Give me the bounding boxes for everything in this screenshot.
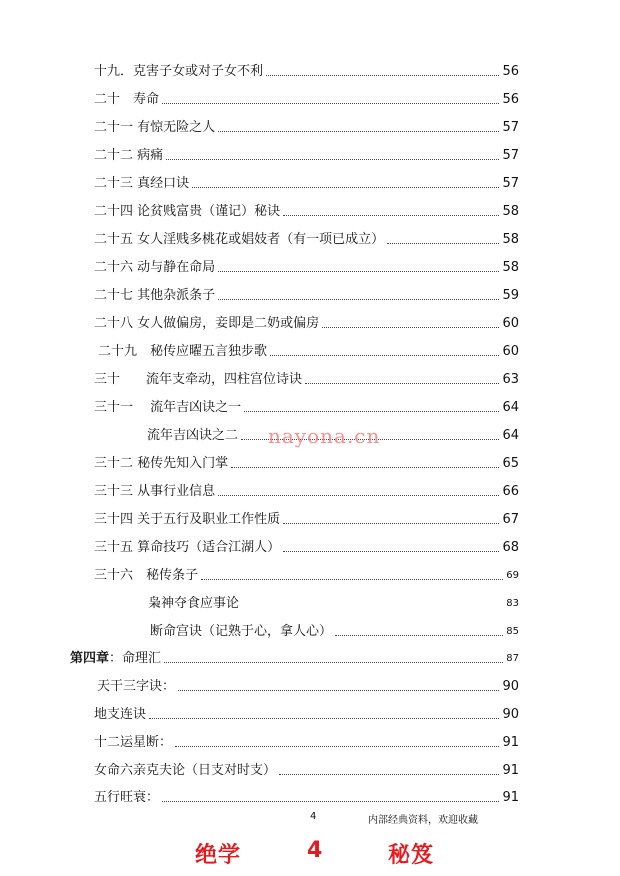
- dot-leader: [192, 187, 499, 188]
- toc-entry-page: 66: [502, 484, 519, 499]
- toc-entry: [94, 784, 519, 806]
- toc-entry: [94, 254, 519, 276]
- toc-entry-label: 二十八 女人做偏房，妾即是二奶或偏房: [94, 316, 320, 331]
- dot-leader: [283, 523, 499, 524]
- toc-entry-page: 90: [502, 679, 519, 694]
- dot-leader: [283, 551, 499, 552]
- dot-leader: [244, 411, 499, 412]
- dot-leader: [283, 215, 499, 216]
- toc-entry: [94, 58, 519, 80]
- dot-leader: [270, 355, 499, 356]
- toc-entry-label: 二十三 真经口诀: [94, 176, 190, 191]
- toc-entry-page: 91: [502, 790, 519, 805]
- toc-entry-label: 三十三 从事行业信息: [94, 484, 216, 499]
- watermark: nayona.cn: [268, 424, 381, 448]
- toc-entry-page: 83: [506, 598, 519, 609]
- toc-entry-page: 91: [502, 763, 519, 778]
- toc-entry: [94, 86, 519, 108]
- dot-leader: [231, 467, 499, 468]
- toc-entry-page: 65: [502, 456, 519, 471]
- toc-entry: [94, 170, 519, 192]
- toc-entry: [94, 729, 519, 751]
- toc-entry-label: 三十 流年支牵动，四柱宫位诗诀: [94, 372, 303, 387]
- toc-entry: [94, 198, 519, 220]
- dot-leader: [242, 607, 503, 608]
- toc-entry-label: 三十一 流年吉凶诀之一: [94, 400, 242, 415]
- toc-entry-label: 地支连诀: [94, 707, 147, 722]
- toc-entry-label: 女命六亲克夫论（日支对时支）: [94, 763, 277, 778]
- toc-entry-page: 64: [502, 400, 519, 415]
- toc-entry-label: 枭神夺食应事论: [148, 596, 240, 611]
- toc-entry-page: 60: [502, 344, 519, 359]
- dot-leader: [162, 801, 499, 802]
- toc-entry-label: 二十 寿命: [94, 92, 160, 107]
- toc-entry: [94, 310, 519, 332]
- toc-entry: [94, 478, 519, 500]
- toc-entry-page: 67: [502, 512, 519, 527]
- toc-entry-label: 十九．克害子女或对子女不利: [94, 64, 264, 79]
- toc-entry: [150, 618, 519, 640]
- toc-entry: [94, 114, 519, 136]
- toc-entry-label: 五行旺衰：: [94, 790, 160, 805]
- toc-entry-page: 57: [502, 176, 519, 191]
- toc-entry-label: 断命宫诀（记熟于心，拿人心）: [150, 624, 333, 639]
- toc-entry: [98, 338, 519, 360]
- toc-entry-page: 60: [502, 316, 519, 331]
- toc-entry: [94, 701, 519, 723]
- toc-entry: [94, 534, 519, 556]
- dot-leader: [201, 579, 503, 580]
- dot-leader: [335, 635, 503, 636]
- toc-entry-page: 58: [502, 204, 519, 219]
- toc-entry-label: 二十七 其他杂派条子: [94, 288, 216, 303]
- toc-entry: [94, 282, 519, 304]
- toc-entry: [94, 450, 519, 472]
- dot-leader: [178, 690, 499, 691]
- toc-entry: [94, 142, 519, 164]
- dot-leader: [218, 271, 499, 272]
- toc-entry-page: 85: [506, 626, 519, 637]
- toc-entry-label: 流年吉凶诀之二: [147, 428, 239, 443]
- dot-leader: [279, 774, 499, 775]
- toc-entry-page: 90: [502, 707, 519, 722]
- dot-leader: [164, 662, 503, 663]
- toc-entry-label: 三十四 关于五行及职业工作性质: [94, 512, 281, 527]
- dot-leader: [218, 299, 499, 300]
- toc-entry-page: 59: [502, 288, 519, 303]
- toc-entry: [70, 645, 519, 667]
- chapter-title: ：命理汇: [109, 651, 162, 666]
- toc-entry-label: 三十六 秘传条子: [94, 568, 199, 583]
- footer-note: 内部经典资料，欢迎收藏: [368, 815, 478, 826]
- toc-entry: [94, 226, 519, 248]
- toc-entry-label: 三十二 秘传先知入门掌: [94, 456, 229, 471]
- toc-entry-page: 57: [502, 148, 519, 163]
- footer-page-number: 4: [310, 811, 317, 822]
- toc-entry-page: 57: [502, 120, 519, 135]
- toc-entry: [148, 590, 519, 612]
- chapter-number: 第四章: [70, 651, 110, 666]
- dot-leader: [166, 159, 499, 160]
- dot-leader: [266, 75, 499, 76]
- toc-entry: [94, 366, 519, 388]
- toc-entry-label: 二十一 有惊无险之人: [94, 120, 216, 135]
- toc-entry-page: 87: [506, 653, 519, 664]
- dot-leader: [387, 243, 499, 244]
- toc-entry: [94, 394, 519, 416]
- toc-entry: [94, 562, 519, 584]
- toc-entry-page: 56: [502, 64, 519, 79]
- dot-leader: [175, 746, 499, 747]
- toc-entry-label: 二十五 女人淫贱多桃花或娼妓者（有一项已成立）: [94, 232, 385, 247]
- dot-leader: [218, 131, 499, 132]
- toc-entry: [94, 757, 519, 779]
- dot-leader: [162, 103, 499, 104]
- toc-entry-page: 58: [502, 260, 519, 275]
- toc-entry-page: 58: [502, 232, 519, 247]
- toc-entry-page: 56: [502, 92, 519, 107]
- toc-entry-label: 二十六 动与静在命局: [94, 260, 216, 275]
- dot-leader: [305, 383, 499, 384]
- toc-entry-label: 二十四 论贫贱富贵（谨记）秘诀: [94, 204, 281, 219]
- dot-leader: [218, 495, 499, 496]
- toc-entry-page: 63: [502, 372, 519, 387]
- stamp-page-number: 4: [307, 838, 324, 863]
- toc-entry-label: 三十五 算命技巧（适合江湖人）: [94, 540, 281, 555]
- toc-entry-page: 69: [506, 570, 519, 581]
- toc-entry-label: [70, 651, 161, 667]
- dot-leader: [149, 718, 499, 719]
- toc-entry-label: 天干三字诀：: [97, 679, 176, 694]
- toc-entry-page: 91: [502, 735, 519, 750]
- toc-entry-page: 68: [502, 540, 519, 555]
- toc-entry-label: 二十二 病痛: [94, 148, 164, 163]
- toc-entry-label: 十二运星断：: [94, 735, 173, 750]
- dot-leader: [322, 327, 499, 328]
- toc-entry: [97, 673, 519, 695]
- stamp-left: 绝学: [195, 843, 242, 868]
- stamp-right: 秘笈: [388, 843, 435, 868]
- toc-entry: [94, 506, 519, 528]
- toc-entry-label: 二十九 秘传应曜五言独步歌: [98, 344, 268, 359]
- toc-entry-page: 64: [502, 428, 519, 443]
